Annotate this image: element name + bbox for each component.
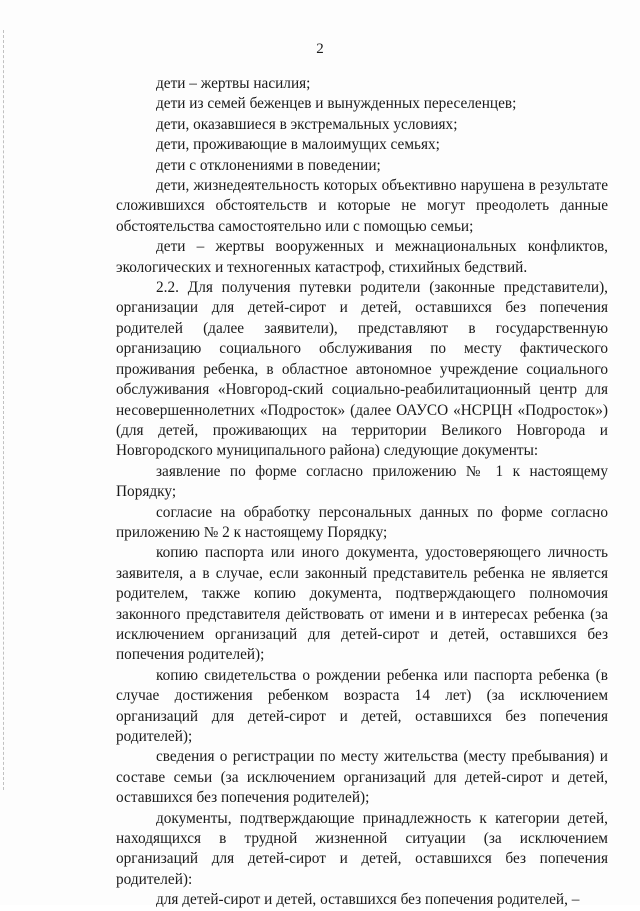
paragraph-list-item: дети с отклонениями в поведении; bbox=[156, 156, 381, 174]
scan-edge-mark bbox=[3, 30, 5, 790]
paragraph-list-item: дети, проживающие в малоимущих семьях; bbox=[156, 136, 440, 154]
paragraph-section-2-2: 2.2. Для получения путевки родители (законные представители), организации для детей-сирот и детей, оставшихся без попечения родителей (далее заявители), представляют в государственную организацию социального обслуживания по месту фактического проживания ребенка, в областное автономное учреждение социального обслуживания «Новгород-ский социально-реабилитационный центр для несовершеннолетних «Подросток» (далее ОАУСО «НСРЦН «Подросток») (для детей, проживающих на территории Великого Новгорода и Новгородского муниципального района) следующие документы: bbox=[116, 279, 608, 460]
paragraph-list-item: дети – жертвы насилия; bbox=[156, 75, 311, 92]
document-text-body bbox=[116, 74, 608, 911]
paragraph-document-item: документы, подтверждающие принадлежность к категории детей, находящихся в трудной жизненной ситуации (за исключением организаций для детей-сирот и детей, оставшихся без попечения родителей): bbox=[116, 809, 608, 888]
paragraph-list-item: дети – жертвы вооруженных и межнациональных конфликтов, экологических и техногенных катастроф, стихийных бедствий. bbox=[116, 238, 608, 276]
paragraph-document-item: согласие на обработку персональных данных по форме согласно приложению № 2 к настоящему Порядку; bbox=[116, 503, 608, 541]
paragraph-list-item: дети, оказавшиеся в экстремальных условиях; bbox=[156, 115, 458, 133]
paragraph-list-item: дети, жизнедеятельность которых объективно нарушена в результате сложившихся обстоятельств и которые не могут преодолеть данные обстоятельства самостоятельно или с помощью семьи; bbox=[116, 177, 608, 235]
paragraph-document-item: сведения о регистрации по месту жительства (месту пребывания) и составе семьи (за исключением организаций для детей-сирот и детей, оставшихся без попечения родителей); bbox=[116, 748, 608, 807]
paragraph-document-item: заявление по форме согласно приложению № 1 к настоящему Порядку; bbox=[116, 462, 608, 501]
paragraph-document-item: копию свидетельства о рождении ребенка или паспорта ребенка (в случае достижения ребенком возраста 14 лет) (за исключением организаций для детей-сирот и детей, оставшихся без попечения родителей); bbox=[116, 666, 608, 745]
paragraph-document-item: для детей-сирот и детей, оставшихся без попечения родителей, – bbox=[156, 891, 580, 909]
page-number: 2 bbox=[316, 41, 324, 57]
paragraph-document-item: копию паспорта или иного документа, удостоверяющего личность заявителя, а в случае, если законный представитель ребенка не является родителем, также копию документа, подтверждающего полномочия законного представителя действовать от имени и в интересах ребенка (за исключением организаций для детей-сирот и детей, оставшихся без попечения родителей); bbox=[116, 544, 608, 664]
paragraph-list-item: дети из семей беженцев и вынужденных переселенцев; bbox=[156, 95, 517, 113]
